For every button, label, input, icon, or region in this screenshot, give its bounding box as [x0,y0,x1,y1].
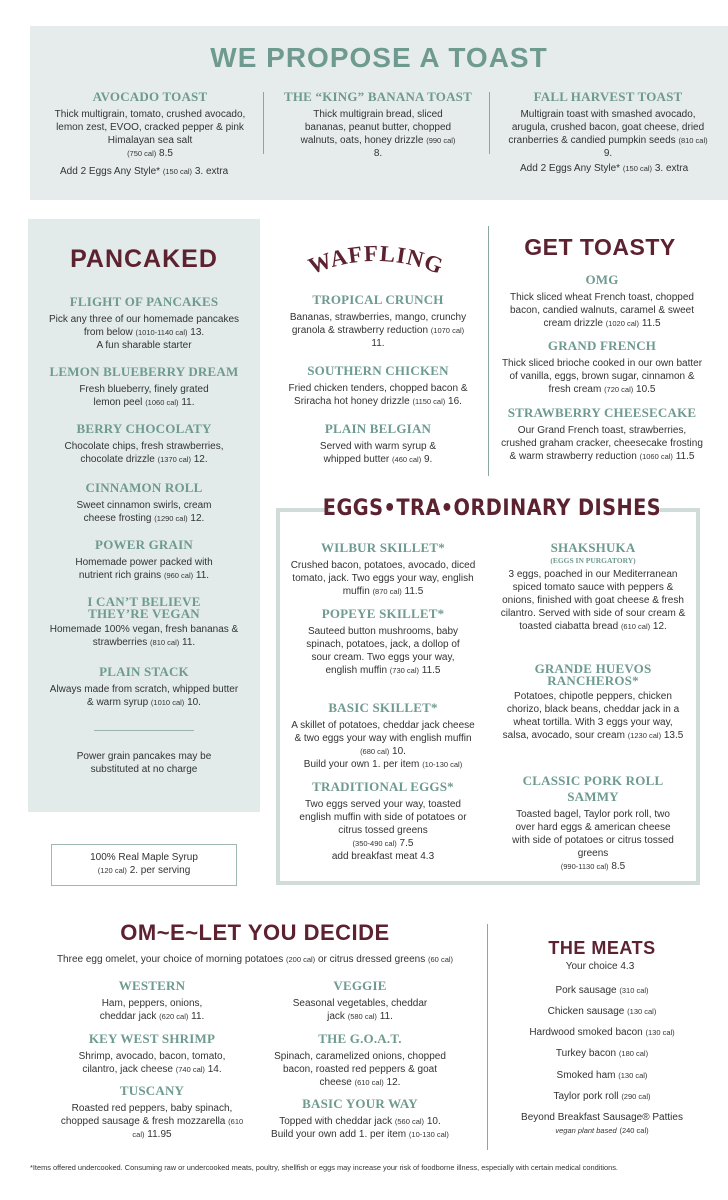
toast-section-title: WE PROPOSE A TOAST [210,42,548,73]
menu-item-popeye-skillet [296,606,470,677]
menu-item-omg [500,272,704,330]
item-description: Crushed bacon, potatoes, avocado, diced tomato, jack. Two eggs your way, english muffin (870 cal) 11.5 [290,560,476,597]
menu-item-lemon-blueberry [48,364,240,409]
item-description: Toasted bagel, Taylor pork roll, two over hard eggs & american cheese with side of potatoes or citrus tossed greens (990-1130 cal) 8.5 [512,809,674,872]
menu-item-strawberry-cheesecake [500,405,704,463]
menu-item-the-goat [268,1031,452,1089]
item-name: POWER GRAIN [95,537,193,552]
addon-eggs-avocado: Add 2 Eggs Any Style* (150 cal) 3. extra [60,166,229,177]
item-name: SHAKSHUKA [550,540,636,555]
waffle-section-title [296,240,456,284]
menu-item-western [62,978,242,1023]
menu-item-plain-belgian [296,421,460,466]
meat-item-hardwood-bacon: Hardwood smoked bacon (130 cal) [529,1027,675,1038]
item-name: WILBUR SKILLET* [320,540,445,555]
item-name: AVOCADO TOAST [92,89,208,104]
item-description: Spinach, caramelized onions, chopped bacon, roasted red peppers & goat cheese (610 cal) 12. [274,1051,446,1088]
omelet-section-title: OM~E~LET YOU DECIDE [120,920,390,945]
menu-item-shakshuka [500,540,686,633]
meats-section-title: THE MEATS [548,938,656,958]
toast-divider-1 [263,92,264,154]
item-description: Seasonal vegetables, cheddar jack (580 cal) 11. [292,998,428,1022]
meat-item-turkey-bacon: Turkey bacon (180 cal) [555,1048,649,1059]
addon-eggs-fall-harvest: Add 2 Eggs Any Style* (150 cal) 3. extra [520,163,689,174]
menu-item-fall-harvest-toast [508,89,708,160]
menu-item-basic-skillet [290,700,476,771]
item-description: Ham, peppers, onions, cheddar jack (620 cal) 11. [99,998,205,1022]
item-name: GRAND FRENCH [547,338,657,353]
menu-item-wilbur-skillet [290,540,476,598]
toast-divider-2 [489,92,490,154]
item-description: Homemade 100% vegan, fresh bananas & strawberries (810 cal) 11. [49,624,239,648]
item-name: STRAWBERRY CHEESECAKE [507,405,697,420]
menu-item-king-banana-toast [280,89,476,160]
item-description: Potatoes, chipotle peppers, chicken chorizo, black beans, cheddar jack in a wheat tortilla. With 3 eggs your way, salsa, avocado, sour cream (1230 cal) 13.5 [502,691,684,741]
item-name: I CAN’T BELIEVE THEY’RE VEGAN [87,594,201,621]
item-name: SOUTHERN CHICKEN [307,363,449,378]
item-description: Sweet cinnamon swirls, cream cheese frosting (1290 cal) 12. [76,500,212,524]
item-name: KEY WEST SHRIMP [88,1031,216,1046]
meats-divider [487,924,488,1150]
item-description: Two eggs served your way, toasted english muffin with side of potatoes or citrus tossed greens (350-490 cal) 7.5 add breakfast meat 4.3 [299,799,467,862]
pancake-section-title: PANCAKED [70,245,218,273]
item-description: Sauteed button mushrooms, baby spinach, potatoes, jack, a dollop of sour cream. Two eggs your way, english muffin (730 cal) 11.5 [306,626,460,676]
item-description: Shrimp, avocado, bacon, tomato, cilantro, jack cheese (740 cal) 14. [78,1051,226,1075]
svg-text:WAFFLING [305,241,447,279]
item-name: LEMON BLUEBERRY DREAM [49,364,239,379]
eggs-section-title: EGGS•TRA•ORDINARY DISHES [322,496,662,521]
menu-item-grande-huevos-rancheros [500,663,686,742]
item-description: Fresh blueberry, finely grated lemon peel (1060 cal) 11. [79,384,209,408]
menu-item-cinnamon-roll [48,480,240,525]
item-name: OMG [585,272,619,287]
toasty-divider [488,226,489,476]
item-name: THE “KING” BANANA TOAST [284,89,472,104]
item-name: TUSCANY [119,1083,185,1098]
item-name: POPEYE SKILLET* [321,606,445,621]
menu-item-flight-of-pancakes [48,294,240,352]
menu-item-classic-pork-roll-sammy [500,773,686,873]
meat-item-taylor-pork-roll: Taylor pork roll (290 cal) [553,1091,651,1102]
item-description: Fried chicken tenders, chopped bacon & Sriracha hot honey drizzle (1150 cal) 16. [288,383,468,407]
menu-item-southern-chicken [282,363,474,408]
item-name: BASIC SKILLET* [328,700,438,715]
menu-item-traditional-eggs [290,779,476,863]
item-name: FALL HARVEST TOAST [533,89,683,104]
menu-item-berry-chocolaty [48,421,240,466]
omelet-section-subtitle: Three egg omelet, your choice of morning potatoes (200 cal) or citrus dressed greens (60 cal) [56,954,454,965]
item-description: Multigrain toast with smashed avocado, arugula, crushed bacon, goat cheese, dried cranberries & candied pumpkin seeds (810 cal) 9. [508,109,708,159]
item-description: Served with warm syrup & whipped butter (460 cal) 9. [319,441,437,465]
item-description: Thick multigrain, tomato, crushed avocado, lemon zest, EVOO, cracked pepper & pink Himalayan sea salt (750 cal) 8.5 [54,109,246,159]
item-name: TROPICAL CRUNCH [312,292,444,307]
meat-item-beyond-sausage: Beyond Breakfast Sausage® Patties vegan plant based (240 cal) [521,1112,683,1135]
item-description: Thick sliced wheat French toast, chopped bacon, candied walnuts, caramel & sweet cream drizzle (1020 cal) 11.5 [510,292,694,329]
item-name: FLIGHT OF PANCAKES [69,294,219,309]
pancake-substitution-note: Power grain pancakes may be substituted at no charge [76,751,212,775]
item-name: WESTERN [118,978,186,993]
pancake-divider [94,730,194,731]
item-description: Thick sliced brioche cooked in our own batter of vanilla, eggs, brown sugar, cinnamon & fresh cream (720 cal) 10.5 [501,358,703,395]
menu-item-basic-your-way [262,1096,458,1141]
item-description: Our Grand French toast, strawberries, crushed graham cracker, cheesecake frosting & warm strawberry reduction (1060 cal) 11.5 [501,425,703,462]
item-name: GRANDE HUEVOS RANCHEROS* [534,661,652,688]
item-name: VEGGIE [333,978,387,993]
meat-item-chicken-sausage: Chicken sausage (130 cal) [547,1006,657,1017]
meats-subtitle: Your choice 4.3 [565,961,635,972]
menu-item-power-grain [48,537,240,582]
menu-item-avocado-toast [50,89,250,160]
item-description: A skillet of potatoes, cheddar jack cheese & two eggs your way with english muffin (680 cal) 10. Build your own 1. per item (10-130 cal) [291,720,475,770]
item-description: Bananas, strawberries, mango, crunchy granola & strawberry reduction (1070 cal) 11. [289,312,467,349]
menu-item-veggie [268,978,452,1023]
waffle-title-text: WAFFLING [305,240,448,279]
item-description: Thick multigrain bread, sliced bananas, peanut butter, chopped walnuts, oats, honey drizzle (990 cal) 8. [300,109,456,159]
item-description: Homemade power packed with nutrient rich grains (960 cal) 11. [75,557,213,581]
item-name: CLASSIC PORK ROLL SAMMY [522,773,664,804]
menu-item-vegan-pancakes [48,596,240,649]
syrup-text: 100% Real Maple Syrup (120 cal) 2. per serving [90,852,198,876]
item-name: CINNAMON ROLL [85,480,203,495]
footer-disclaimer: *Items offered undercooked. Consuming raw or undercooked meats, poultry, shellfish or eggs may increase your risk of foodborne illness, especially with certain medical conditions. [30,1163,618,1172]
item-name: PLAIN BELGIAN [324,421,432,436]
item-description: Topped with cheddar jack (560 cal) 10. Build your own add 1. per item (10-130 cal) [271,1116,449,1140]
item-description: Pick any three of our homemade pancakes from below (1010-1140 cal) 13. A fun sharable starter [48,314,240,351]
item-description: Roasted red peppers, baby spinach, chopped sausage & fresh mozzarella (610 cal) 11.95 [60,1103,244,1140]
item-description: 3 eggs, poached in our Mediterranean spiced tomato sauce with peppers & onions, finished with goat cheese & fresh cilantro. Served with side of sour cream & toasted ciabatta bread (610 cal) 12. [500,569,686,632]
item-subtitle: (EGGS IN PURGATORY) [550,556,636,565]
item-description: Chocolate chips, fresh strawberries, chocolate drizzle (1370 cal) 12. [64,441,224,465]
item-name: TRADITIONAL EGGS* [312,779,454,794]
meat-item-pork-sausage: Pork sausage (310 cal) [555,985,649,996]
menu-item-tropical-crunch [288,292,468,350]
toasty-section-title: GET TOASTY [524,234,676,260]
menu-item-plain-stack [48,664,240,709]
menu-item-key-west-shrimp [60,1031,244,1076]
menu-item-tuscany [60,1083,244,1141]
item-name: PLAIN STACK [99,664,189,679]
meat-item-smoked-ham: Smoked ham (130 cal) [556,1070,648,1081]
item-name: THE G.O.A.T. [318,1031,402,1046]
item-name: BERRY CHOCOLATY [76,421,212,436]
menu-item-grand-french [500,338,704,396]
item-description: Always made from scratch, whipped butter & warm syrup (1010 cal) 10. [49,684,239,708]
item-name: BASIC YOUR WAY [302,1096,418,1111]
